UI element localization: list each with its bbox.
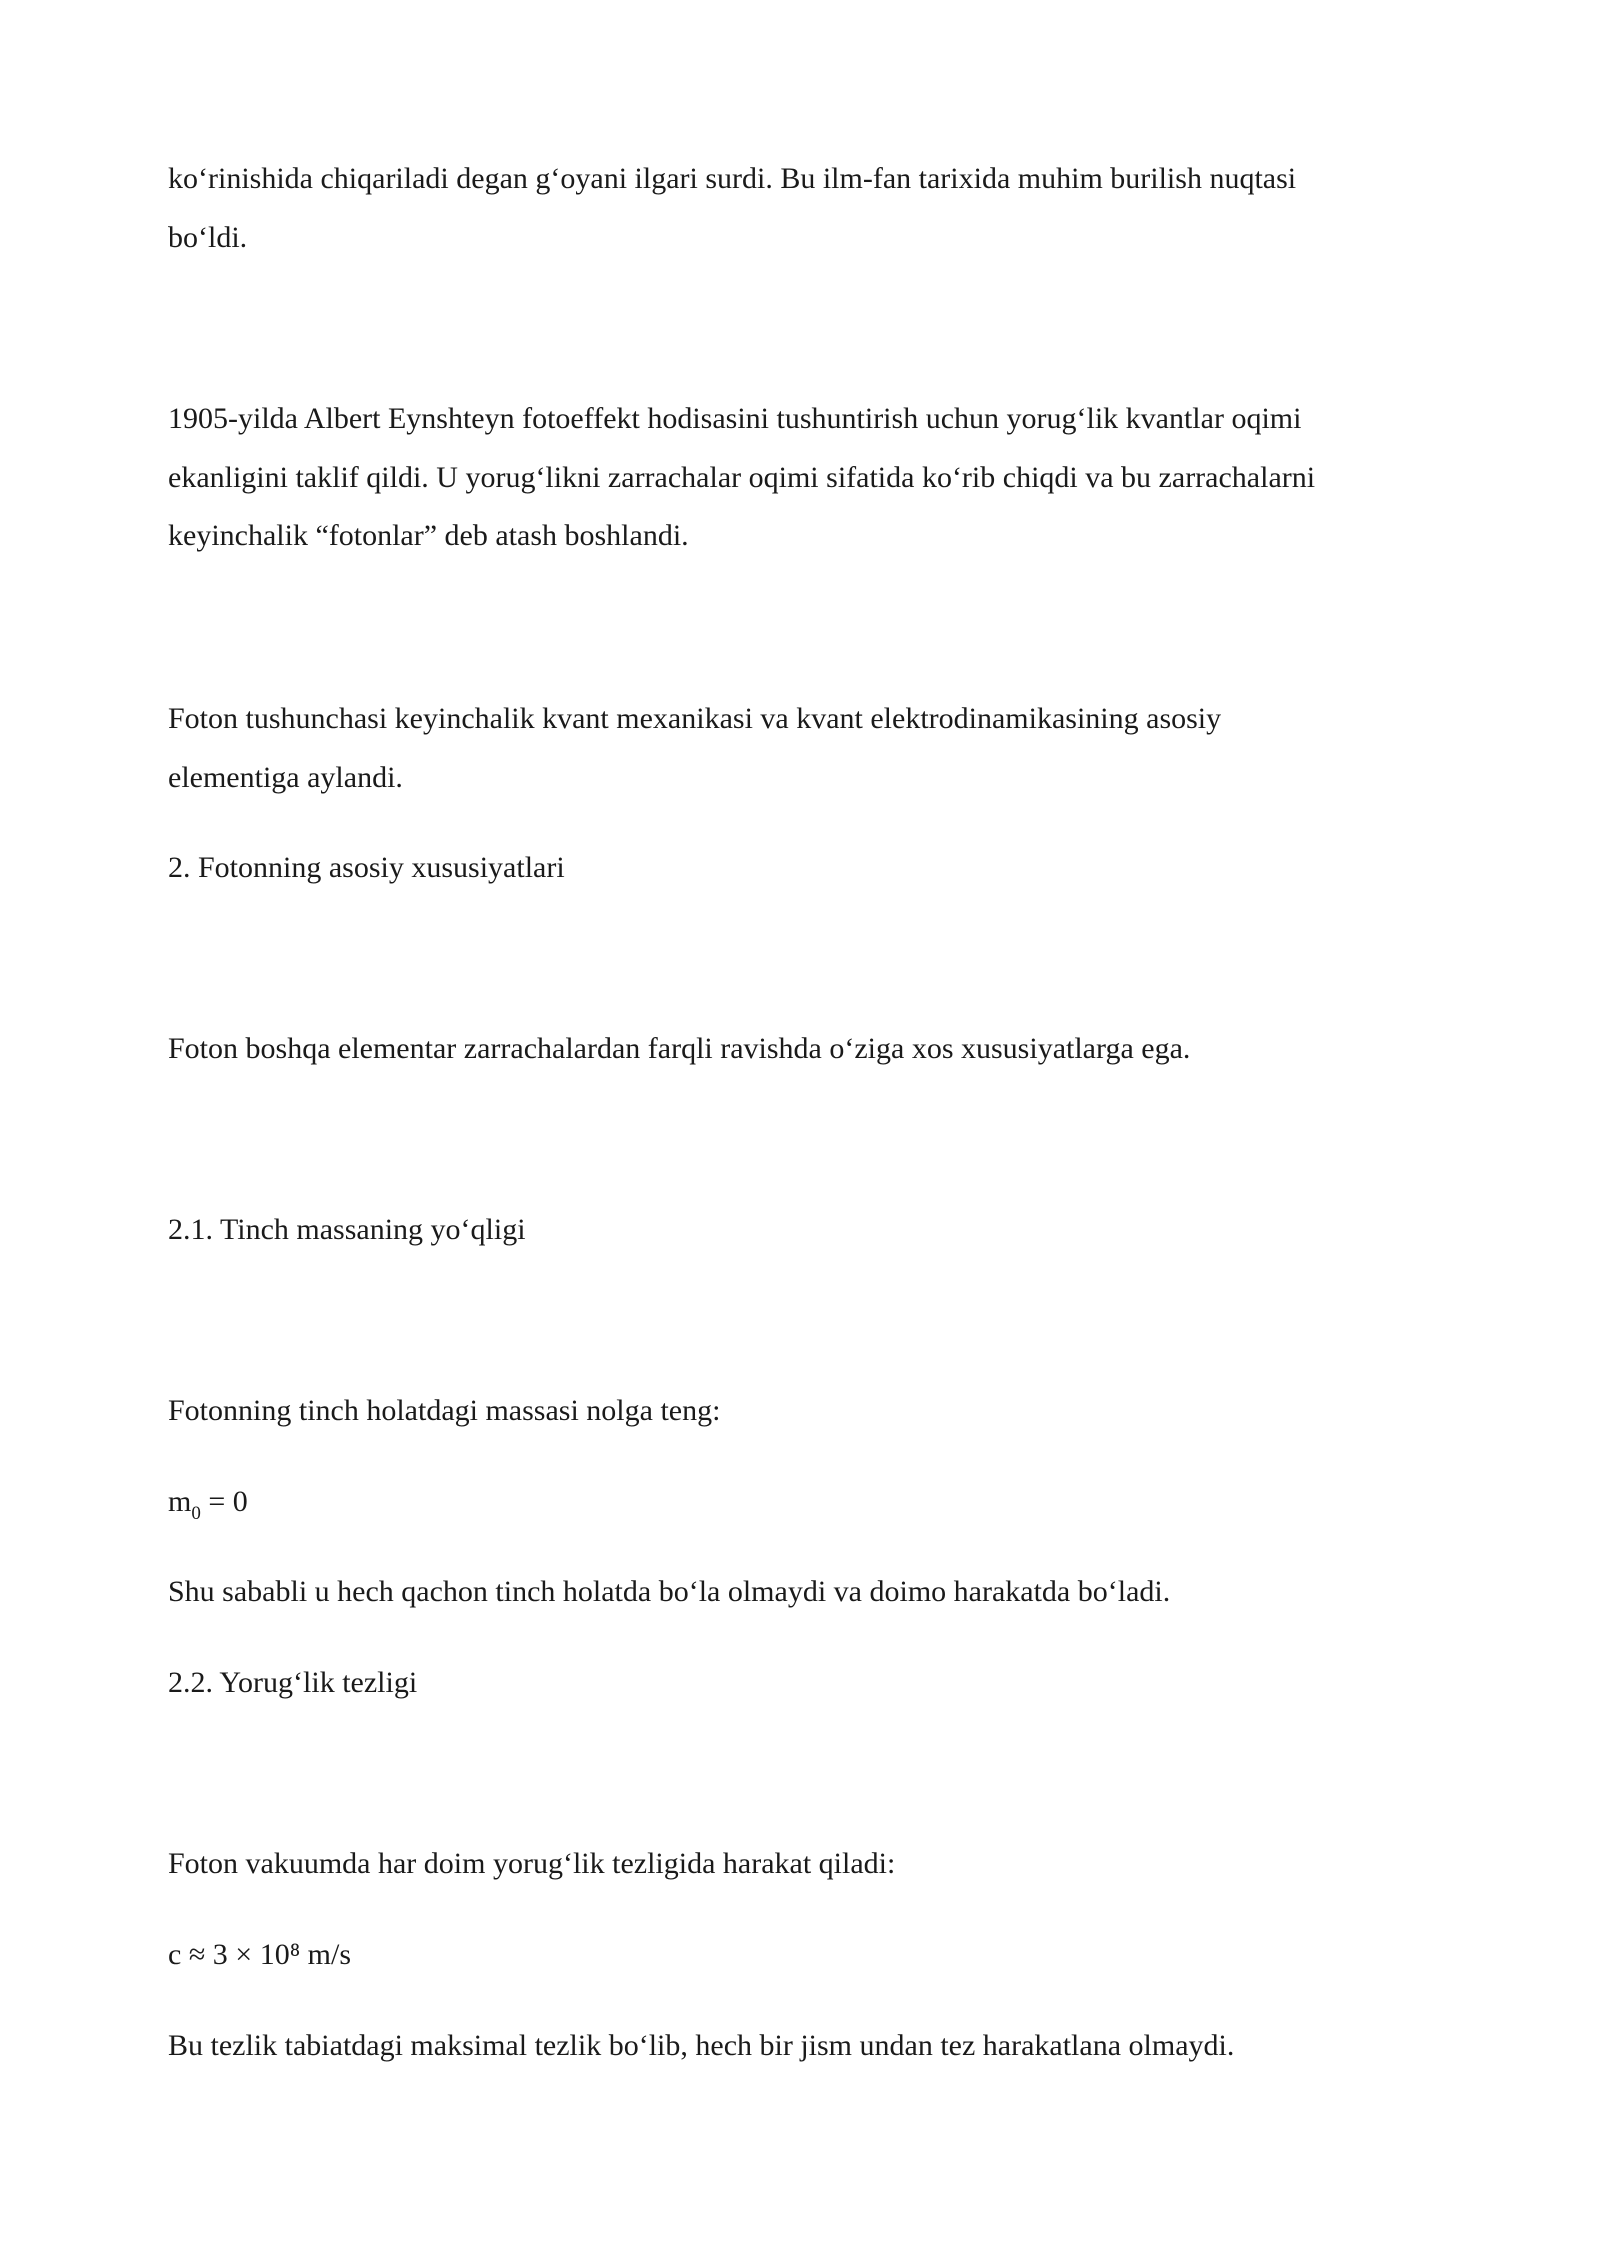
section-heading-2: 2. Fotonning asosiy xususiyatlari [168,851,565,884]
paragraph-4: Foton boshqa elementar zarrachalardan farqli ravishda o‘ziga xos xususiyatlarga ega. [168,1032,1191,1065]
paragraph-7: Foton vakuumda har doim yorug‘lik tezligida harakat qiladi: [168,1847,896,1880]
formula-symbol: m [168,1485,192,1518]
paragraph-3-line-1: Foton tushunchasi keyinchalik kvant mexanikasi va kvant elektrodinamikasining asosiy [168,702,1222,735]
paragraph-2-line-2: ekanligini taklif qildi. U yorug‘likni zarrachalar oqimi sifatida ko‘rib chiqdi va bu zarrachalarni [168,461,1316,494]
paragraph-8: Bu tezlik tabiatdagi maksimal tezlik bo‘lib, hech bir jism undan tez harakatlana olmaydi. [168,2029,1235,2062]
formula-rest: = 0 [200,1485,248,1518]
paragraph-5: Fotonning tinch holatdagi massasi nolga teng: [168,1394,721,1427]
paragraph-1-line-1: ko‘rinishida chiqariladi degan g‘oyani ilgari surdi. Bu ilm-fan tarixida muhim burilish nuqtasi [168,162,1297,195]
subsection-heading-2-2: 2.2. Yorug‘lik tezligi [168,1666,418,1699]
subsection-heading-2-1: 2.1. Tinch massaning yo‘qligi [168,1213,526,1246]
formula-light-speed: c ≈ 3 × 10⁸ m/s [168,1938,352,1971]
paragraph-2-line-3: keyinchalik “fotonlar” deb atash boshlandi. [168,519,689,552]
paragraph-6: Shu sababli u hech qachon tinch holatda bo‘la olmaydi va doimo harakatda bo‘ladi. [168,1575,1171,1608]
paragraph-2-line-1: 1905-yilda Albert Eynshteyn fotoeffekt hodisasini tushuntirish uchun yorug‘lik kvantlar oqimi [168,402,1302,435]
paragraph-3-line-2: elementiga aylandi. [168,761,403,794]
paragraph-1-line-2: bo‘ldi. [168,221,248,254]
formula-subscript: 0 [191,1503,201,1524]
formula-rest-mass [168,1484,248,1524]
